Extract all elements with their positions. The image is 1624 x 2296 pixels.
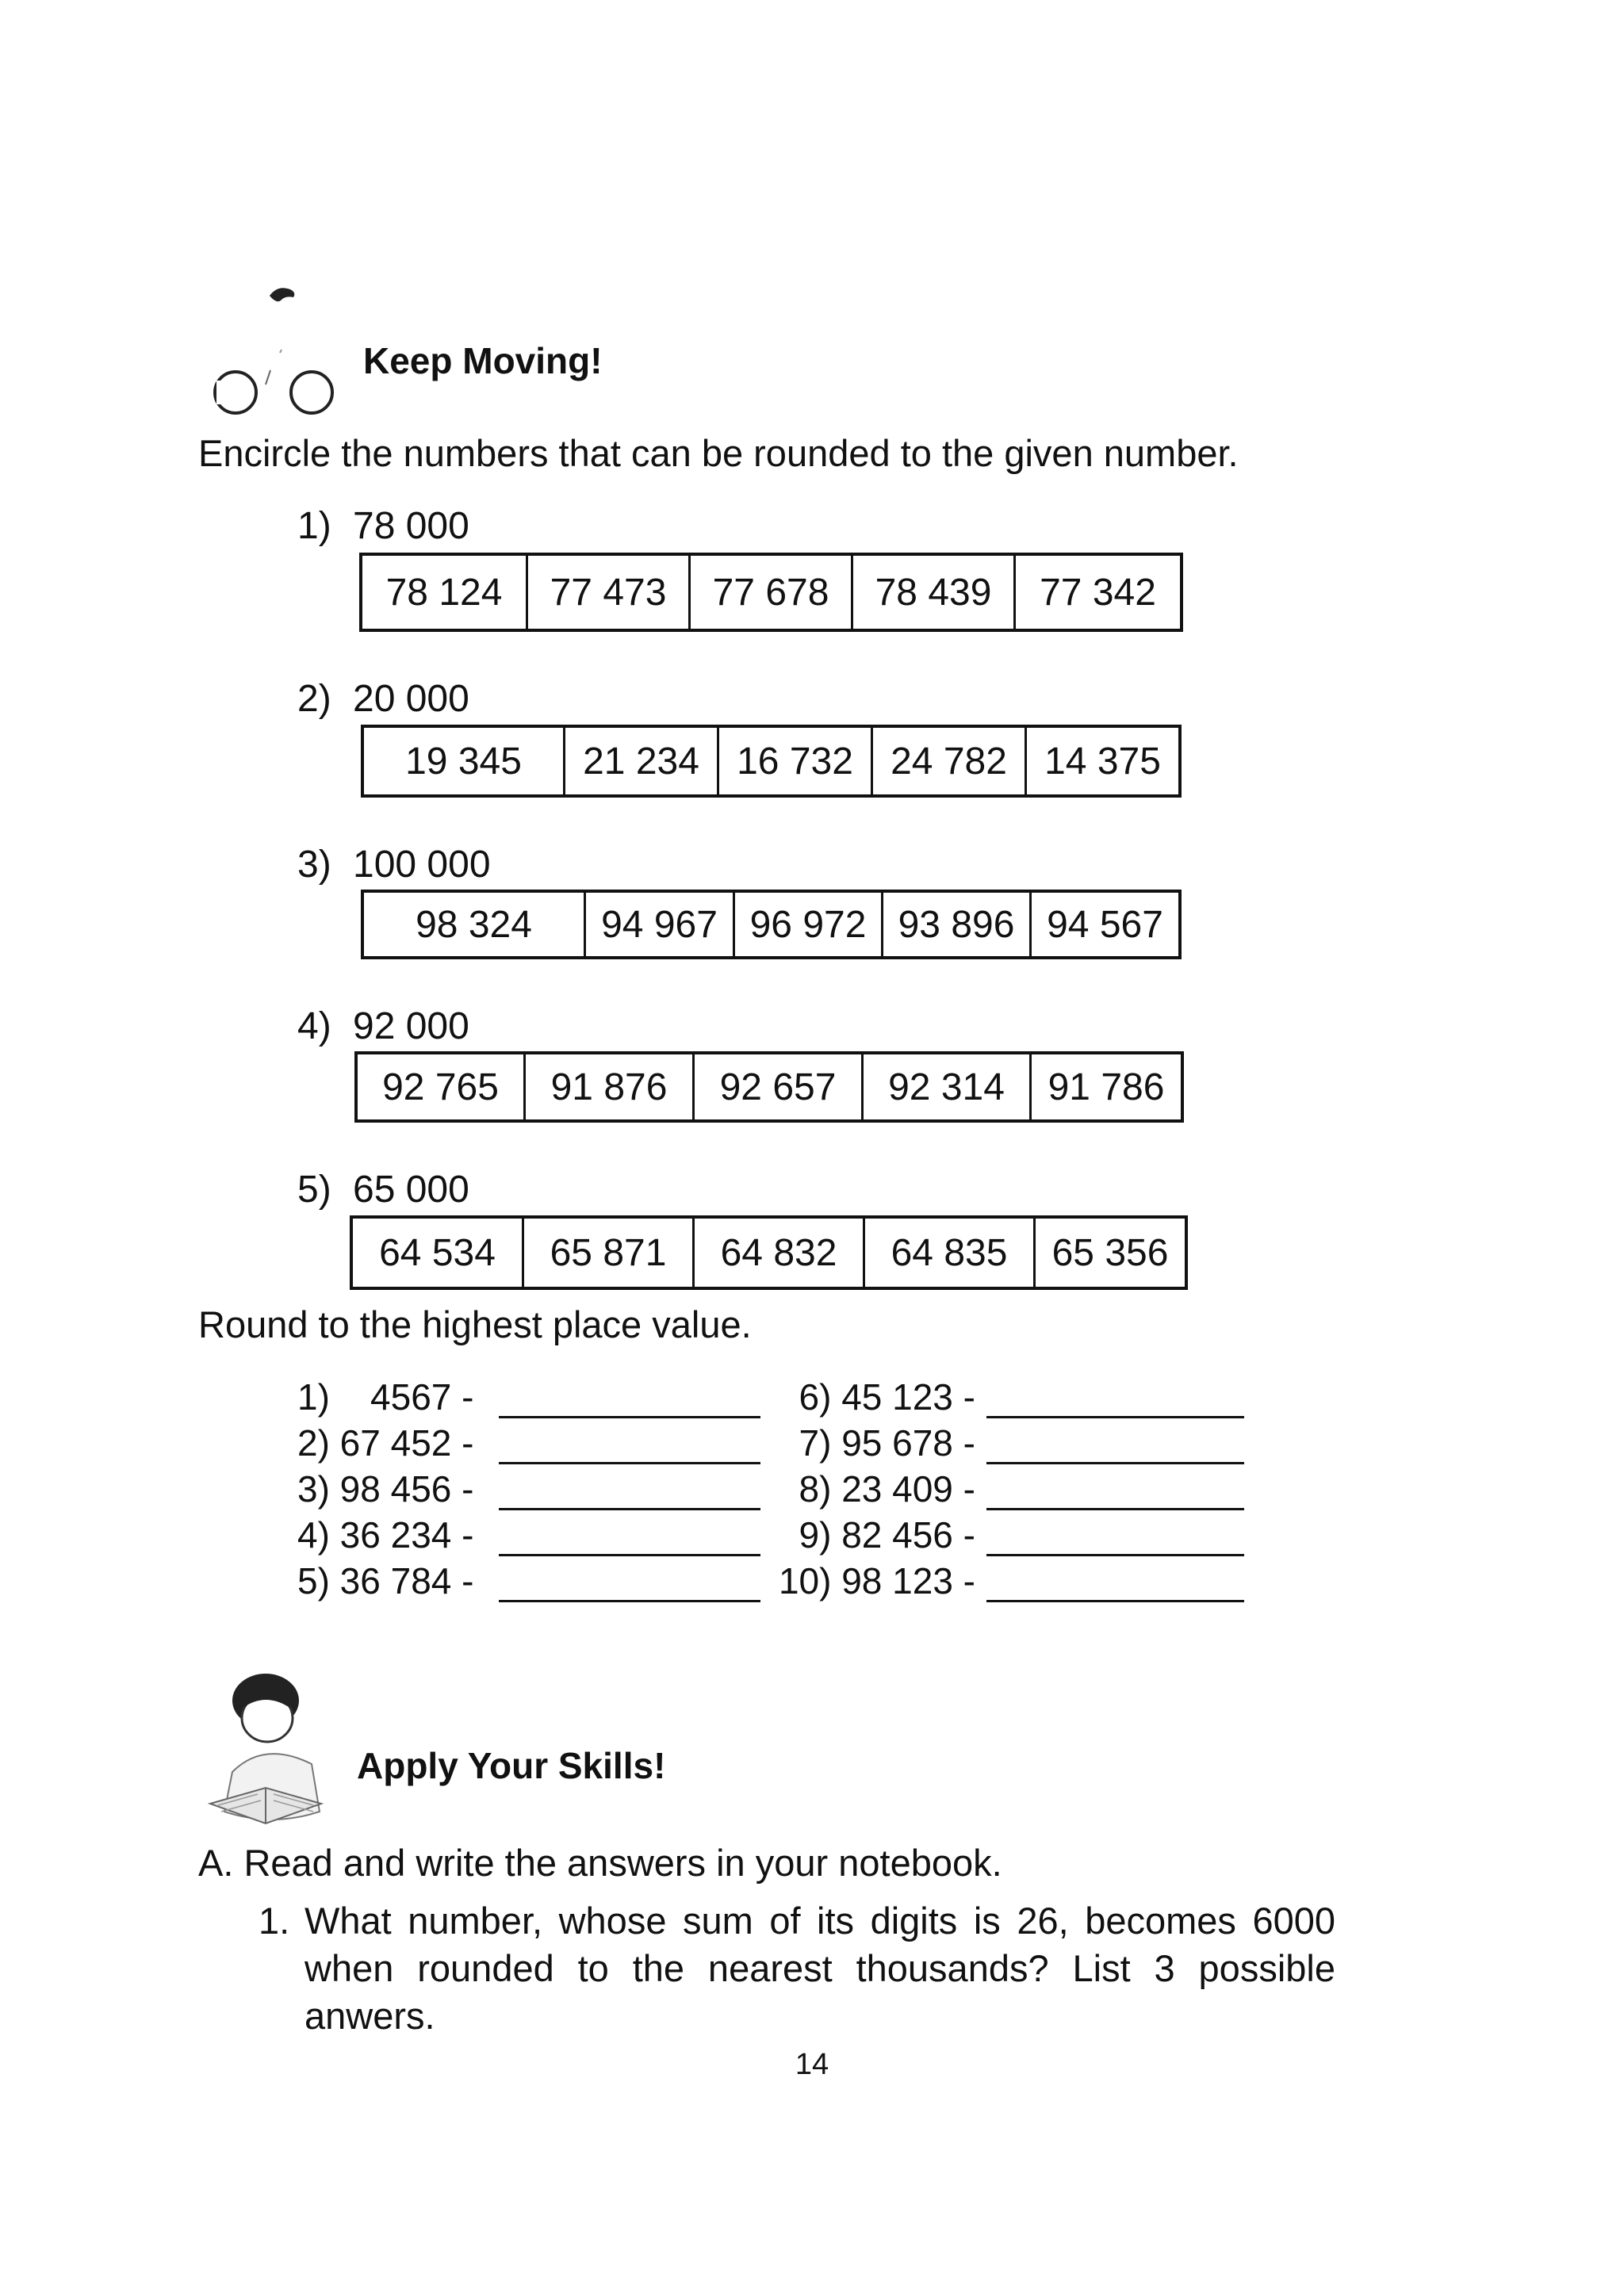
option-cell[interactable]: 93 896 (883, 893, 1032, 956)
options-row-2 (361, 725, 1182, 798)
keep-moving-heading: Keep Moving! (363, 340, 603, 381)
item-number: 1) (297, 505, 331, 547)
option-cell[interactable]: 64 534 (353, 1219, 524, 1287)
exercise-prompt: 10) 98 123 - (778, 1560, 975, 1601)
exercise-item (297, 1513, 760, 1556)
exercise-item (777, 1422, 1244, 1464)
item-number: 3) (297, 844, 331, 886)
options-row-1 (359, 553, 1183, 632)
option-cell[interactable]: 64 835 (865, 1219, 1036, 1287)
target-value: 92 000 (353, 1005, 469, 1047)
round-target-2 (297, 677, 469, 721)
apply-skills-heading: Apply Your Skills! (357, 1745, 666, 1786)
options-row-4 (354, 1051, 1184, 1123)
option-cell[interactable]: 77 473 (528, 556, 691, 629)
option-cell[interactable]: 14 375 (1044, 740, 1161, 783)
option-cell[interactable]: 92 314 (864, 1054, 1032, 1119)
apply-skills-instruction: A. Read and write the answers in your notebook. (198, 1842, 1002, 1884)
item-number: 5) (297, 1169, 331, 1211)
option-cell[interactable]: 78 439 (853, 556, 1016, 629)
exercise-item (777, 1468, 1244, 1510)
option-cell[interactable]: 77 678 (691, 556, 853, 629)
answer-blank[interactable] (986, 1568, 1244, 1602)
round-target-5 (297, 1168, 469, 1211)
round-target-3 (297, 843, 491, 886)
option-cell[interactable]: 78 124 (362, 556, 528, 629)
option-cell[interactable]: 64 832 (695, 1219, 865, 1287)
exercise-item (777, 1376, 1244, 1418)
encircle-instruction: Encircle the numbers that can be rounded to the given number. (198, 432, 1239, 474)
option-cell[interactable]: 91 786 (1048, 1066, 1165, 1108)
options-row-3 (361, 890, 1182, 959)
exercise-item (297, 1468, 760, 1510)
round-highest-instruction: Round to the highest place value. (198, 1303, 752, 1345)
answer-blank[interactable] (986, 1522, 1244, 1556)
option-cell[interactable]: 19 345 (364, 728, 565, 794)
option-cell[interactable]: 77 342 (1040, 571, 1156, 614)
option-cell[interactable]: 94 967 (586, 893, 735, 956)
answer-blank[interactable] (986, 1430, 1244, 1464)
option-cell[interactable]: 65 356 (1051, 1231, 1169, 1274)
exercise-prompt: 5) 36 784 - (297, 1560, 474, 1601)
answer-blank[interactable] (499, 1384, 760, 1418)
reading-child-icon (194, 1669, 353, 1835)
option-cell[interactable]: 94 567 (1047, 903, 1163, 946)
bicycle-icon (194, 281, 345, 420)
exercise-prompt: 1) 4567 - (297, 1376, 474, 1418)
exercise-item (777, 1513, 1244, 1556)
item-number: 2) (297, 678, 331, 720)
option-cell[interactable]: 91 876 (526, 1054, 695, 1119)
exercise-item (297, 1559, 760, 1602)
answer-blank[interactable] (986, 1476, 1244, 1510)
option-cell[interactable]: 21 234 (565, 728, 719, 794)
exercise-item (297, 1376, 760, 1418)
item-number: 4) (297, 1005, 331, 1047)
target-value: 100 000 (353, 844, 491, 886)
exercise-prompt: 2) 67 452 - (297, 1422, 474, 1464)
target-value: 65 000 (353, 1169, 469, 1211)
exercise-prompt: 4) 36 234 - (297, 1514, 474, 1556)
exercise-prompt: 3) 98 456 - (297, 1468, 474, 1510)
target-value: 78 000 (353, 505, 469, 547)
option-cell[interactable]: 16 732 (719, 728, 873, 794)
option-cell[interactable]: 98 324 (364, 893, 586, 956)
option-cell[interactable]: 96 972 (735, 893, 883, 956)
option-cell[interactable]: 24 782 (873, 728, 1027, 794)
exercise-prompt: 7) 95 678 - (799, 1422, 975, 1464)
exercise-item (297, 1422, 760, 1464)
page-number: 14 (795, 2048, 829, 2081)
answer-blank[interactable] (499, 1522, 760, 1556)
options-row-5 (350, 1215, 1188, 1290)
exercise-prompt: 6) 45 123 - (799, 1376, 975, 1418)
word-problem-1 (259, 1897, 1345, 2040)
answer-blank[interactable] (499, 1568, 760, 1602)
round-target-1 (297, 504, 469, 548)
option-cell[interactable]: 92 765 (358, 1054, 526, 1119)
round-target-4 (297, 1004, 469, 1048)
target-value: 20 000 (353, 678, 469, 720)
option-cell[interactable]: 92 657 (695, 1054, 864, 1119)
option-cell[interactable]: 65 871 (524, 1219, 695, 1287)
exercise-item (761, 1559, 1244, 1602)
answer-blank[interactable] (499, 1430, 760, 1464)
answer-blank[interactable] (986, 1384, 1244, 1418)
answer-blank[interactable] (499, 1476, 760, 1510)
exercise-prompt: 8) 23 409 - (799, 1468, 975, 1510)
question-text: What number, whose sum of its digits is 26, becomes 6000 when rounded to the nearest thousands? List 3 possible anwers. (304, 1900, 1335, 2037)
question-number: 1. (259, 1900, 290, 1942)
exercise-prompt: 9) 82 456 - (799, 1514, 975, 1556)
